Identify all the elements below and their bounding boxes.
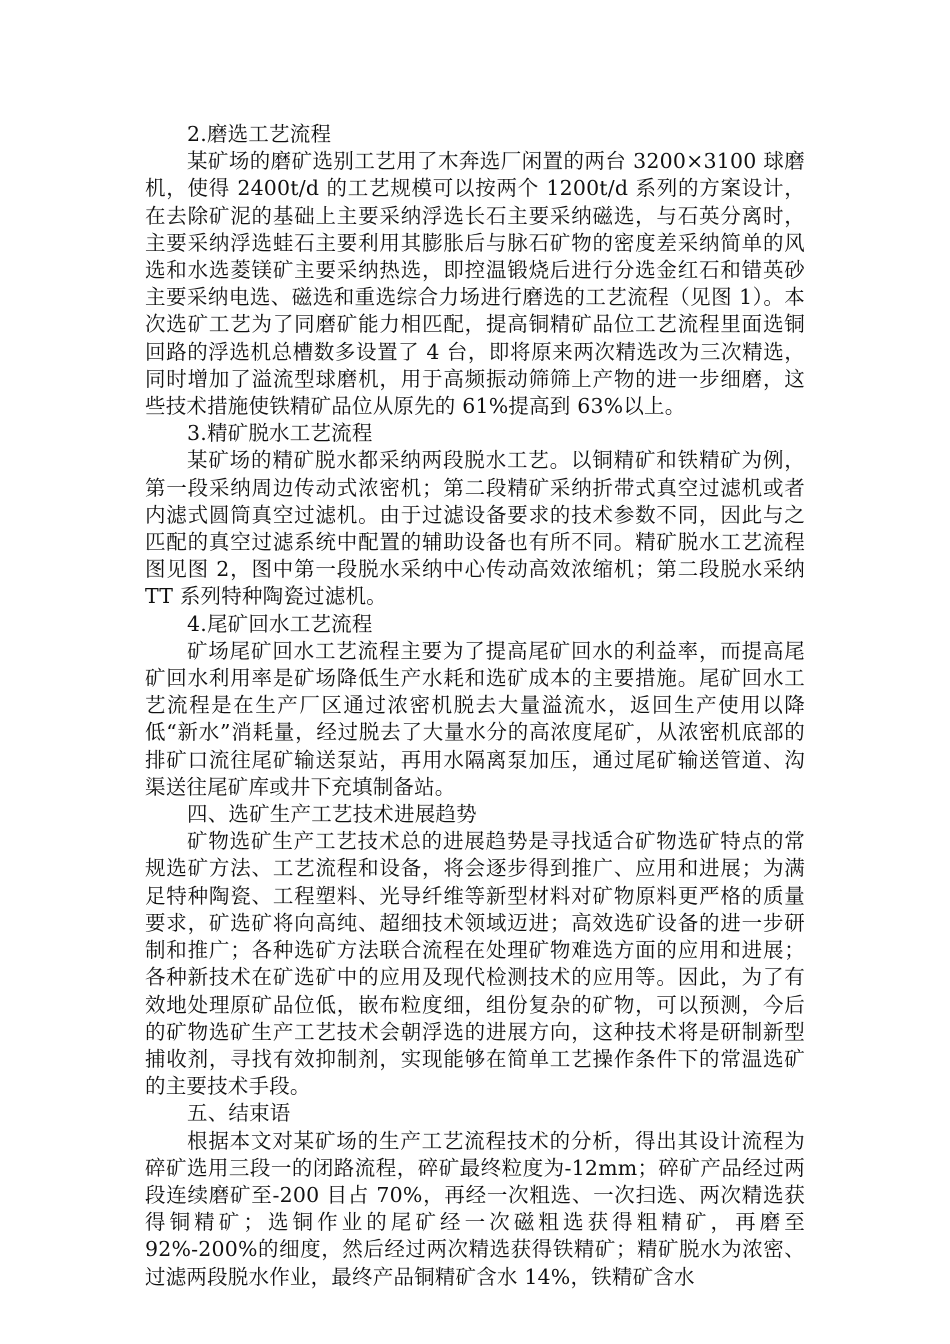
section-trends bbox=[145, 801, 805, 1100]
section-dewatering bbox=[145, 420, 805, 610]
section-grinding bbox=[145, 121, 805, 420]
section-heading-trends: 四、选矿生产工艺技术进展趋势 bbox=[187, 802, 477, 827]
section-heading-dewatering: 3.精矿脱水工艺流程 bbox=[187, 421, 373, 446]
section-paragraph-dewatering: 某矿场的精矿脱水都采纳两段脱水工艺。以铜精矿和铁精矿为例，第一段采纳周边传动式浓密机；第二段精矿采纳折带式真空过滤机或者内滤式圆筒真空过滤机。由于过滤设备要求的技术参数不同，因此与之匹配的真空过滤系统中配置的辅助设备也有所不同。精矿脱水工艺流程图见图 2，图中第一段脱水采纳中心传动高效浓缩机；第二段脱水采纳 TT 系列特种陶瓷过滤机。 bbox=[145, 448, 805, 609]
document-body bbox=[145, 121, 805, 1291]
section-paragraph-trends: 矿物选矿生产工艺技术总的进展趋势是寻找适合矿物选矿特点的常规选矿方法、工艺流程和设备，将会逐步得到推广、应用和进展；为满足特种陶瓷、工程塑料、光导纤维等新型材料对矿物原料更严格的质量要求，矿选矿将向高纯、超细技术领域迈进；高效选矿设备的进一步研制和推广；各种选矿方法联合流程在处理矿物难选方面的应用和进展；各种新技术在矿选矿中的应用及现代检测技术的应用等。因此，为了有效地处理原矿品位低，嵌布粒度细，组份复杂的矿物，可以预测，今后的矿物选矿生产工艺技术会朝浮选的进展方向，这种技术将是研制新型捕收剂，寻找有效抑制剂，实现能够在简单工艺操作条件下的常温选矿的主要技术手段。 bbox=[145, 829, 805, 1099]
section-tailings bbox=[145, 611, 805, 801]
section-paragraph-grinding: 某矿场的磨矿选别工艺用了木奔选厂闲置的两台 3200×3100 球磨机，使得 2400t/d 的工艺规模可以按两个 1200t/d 系列的方案设计，在去除矿泥的基础上主要采纳浮选长石主要采纳磁选，与石英分离时，主要采纳浮选蛙石主要利用其膨胀后与脉石矿物的密度差采纳简单的风选和水选菱镁矿主要采纳热选，即控温锻烧后进行分选金红石和错英砂主要采纳电选、磁选和重选综合力场进行磨选的工艺流程（见图 1）。本次选矿工艺为了同磨矿能力相匹配，提高铜精矿品位工艺流程里面选铜回路的浮选机总槽数多设置了 4 台，即将原来两次精选改为三次精选，同时增加了溢流型球磨机，用于高频振动筛筛上产物的进一步细磨，这些技术措施使铁精矿品位从原先的 61%提高到 63%以上。 bbox=[145, 149, 805, 419]
section-paragraph-tailings: 矿场尾矿回水工艺流程主要为了提高尾矿回水的利益率，而提高尾矿回水利用率是矿场降低生产水耗和选矿成本的主要措施。尾矿回水工艺流程是在生产厂区通过浓密机脱去大量溢流水，返回生产使用以降低“新水”消耗量，经过脱去了大量水分的高浓度尾矿，从浓密机底部的排矿口流往尾矿输送泵站，再用水隔离泵加压，通过尾矿输送管道、沟渠送往尾矿库或井下充填制备站。 bbox=[145, 638, 805, 799]
section-heading-conclusion: 五、结束语 bbox=[187, 1101, 291, 1126]
section-conclusion bbox=[145, 1100, 805, 1290]
section-paragraph-conclusion: 根据本文对某矿场的生产工艺流程技术的分析，得出其设计流程为碎矿选用三段一的闭路流程，碎矿最终粒度为-12mm；碎矿产品经过两段连续磨矿至-200 目占 70%，再经一次粗选、一次扫选、两次精选获得铜精矿；选铜作业的尾矿经一次磁粗选获得粗精矿，再磨至 92%-200%的细度，然后经过两次精选获得铁精矿；精矿脱水为浓密、过滤两段脱水作业，最终产品铜精矿含水 14%，铁精矿含水 bbox=[145, 1128, 805, 1289]
section-heading-grinding: 2.磨选工艺流程 bbox=[187, 122, 332, 146]
section-heading-tailings: 4.尾矿回水工艺流程 bbox=[187, 611, 373, 636]
